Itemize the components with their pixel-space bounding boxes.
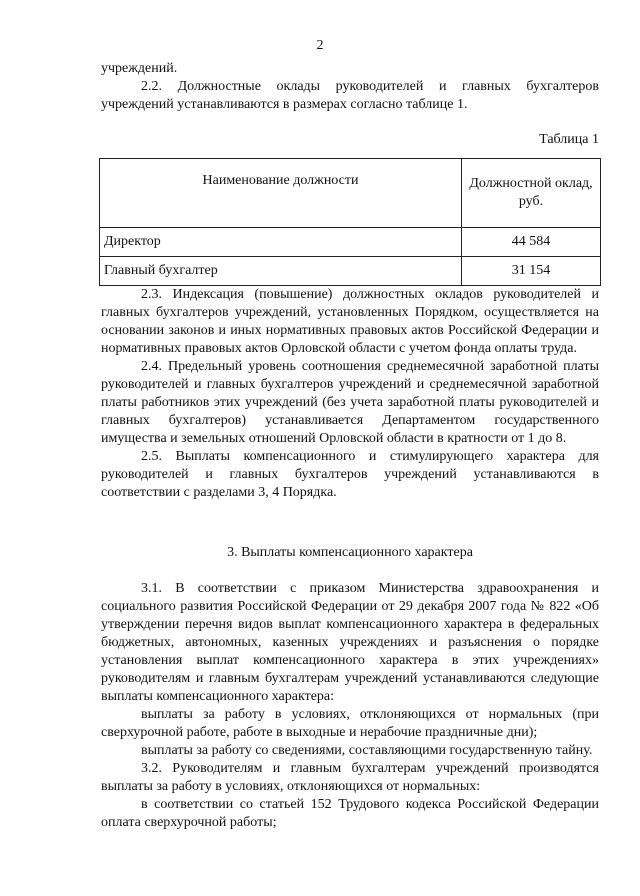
paragraph-2-3: 2.3. Индексация (повышение) должностных окладов руководителей и главных бухгалтеров учреждений, установленных Порядком, осуществляется на основании законов и иных нормативных правовых актов Российской Федерации и нормативных правовых актов Орловской области с учетом фонда оплаты труда. [101,287,599,356]
section-heading: 3. Выплаты компенсационного характера [227,545,473,560]
cell-salary: 31 154 [462,257,601,286]
paragraph-2-5: 2.5. Выплаты компенсационного и стимулирующего характера для руководителей и главных бухгалтеров учреждений устанавливаются в соответствии с разделами 3, 4 Порядка. [101,449,599,500]
header-salary: Должностной оклад, руб. [462,159,601,228]
salary-table [99,158,601,286]
paragraph-2-2: 2.2. Должностные оклады руководителей и главных бухгалтеров учреждений устанавливаются в размерах согласно таблице 1. [101,79,599,112]
table-header-row [100,159,601,228]
section-3 [101,544,599,832]
paragraph-2-4: 2.4. Предельный уровень соотношения среднемесячной заработной платы руководителей и главных бухгалтеров учреждений и среднемесячной заработной платы работников этих учреждений (без учета заработной платы руководителей и главных бухгалтеров) устанавливается Департаментом государственного имущества и земельных отношений Орловской области в кратности от 1 до 8. [101,359,599,446]
intro-continuation: учреждений. [101,61,178,76]
table-caption: Таблица 1 [539,132,599,147]
table-row [100,228,601,257]
table-row [100,257,601,286]
paragraph-3-2: 3.2. Руководителям и главным бухгалтерам учреждений производятся выплаты за работу в условиях, отклоняющихся от нормальных: [101,761,599,794]
paragraph-3-1-item-1: выплаты за работу в условиях, отклоняющихся от нормальных (при сверхурочной работе, работе в выходные и нерабочие праздничные дни); [101,707,599,740]
header-position: Наименование должности [100,159,462,228]
paragraph-3-1-item-2: выплаты за работу со сведениями, составляющими государственную тайну. [141,743,593,758]
page-number: 2 [316,38,324,53]
paragraphs-after-table [101,286,599,502]
intro-block [101,60,599,114]
paragraph-3-2-item-1: в соответствии со статьей 152 Трудового кодекса Российской Федерации оплата сверхурочной работы; [101,797,599,830]
cell-salary: 44 584 [462,228,601,257]
paragraph-3-1: 3.1. В соответствии с приказом Министерства здравоохранения и социального развития Российской Федерации от 29 декабря 2007 года № 822 «Об утверждении перечня видов выплат компенсационного характера в федеральных бюджетных, автономных, казенных учреждениях и разъяснения о порядке установления выплат компенсационного характера в этих учреждениях» руководителям и главным бухгалтерам учреждений устанавливаются следующие выплаты компенсационного характера: [101,581,599,704]
cell-position: Главный бухгалтер [100,257,462,286]
cell-position: Директор [100,228,462,257]
